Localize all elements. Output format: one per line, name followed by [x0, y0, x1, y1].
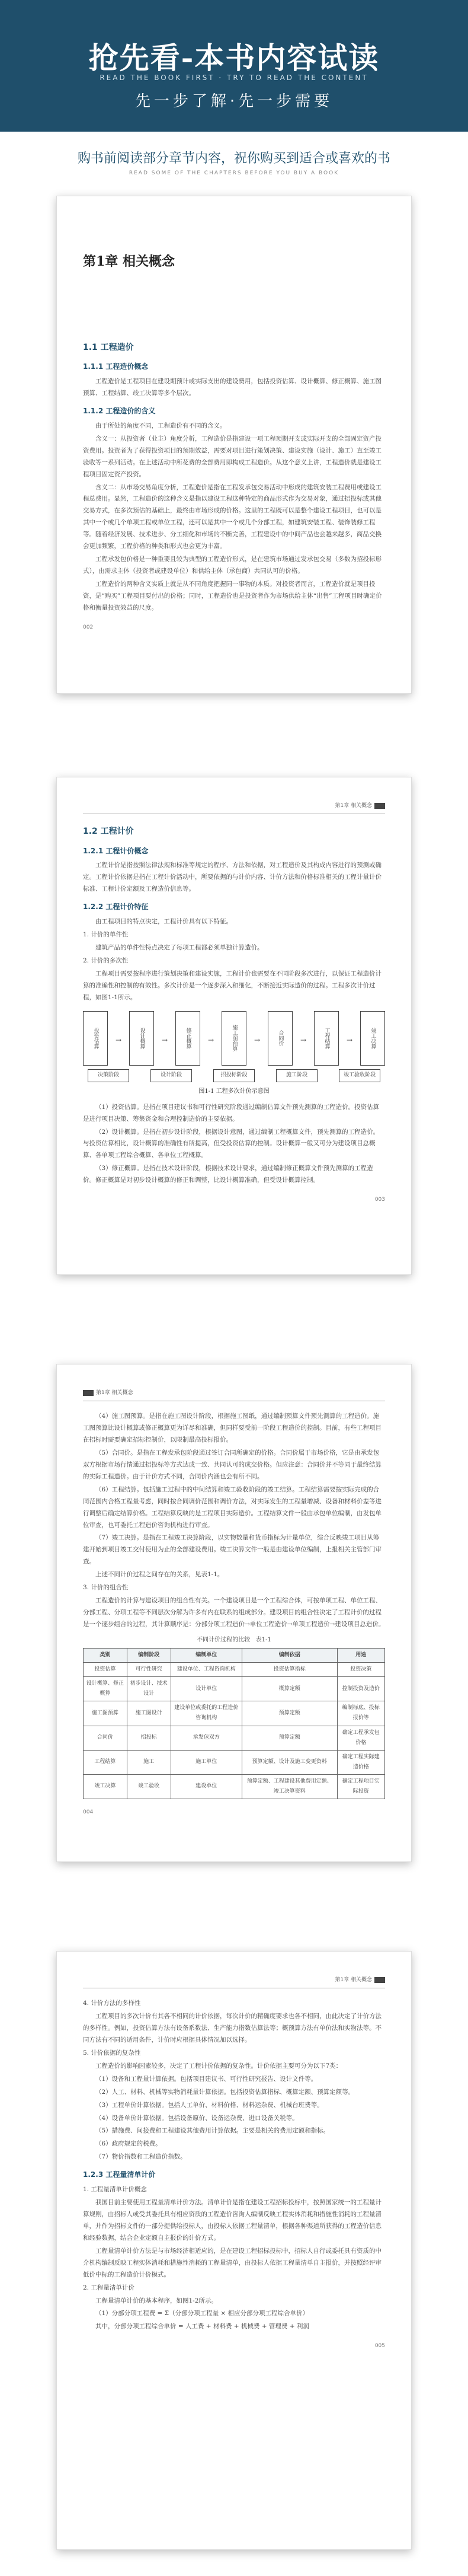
- arrow-right-icon: →: [115, 1035, 122, 1044]
- table-label: 表1-1: [255, 1636, 271, 1643]
- table-title-text: 不同计价过程的比较: [197, 1636, 251, 1643]
- table-cell: 工程结算: [84, 1750, 127, 1774]
- table-title: [83, 1634, 385, 1646]
- page-number: 003: [374, 1197, 385, 1203]
- book-page-4: [56, 1951, 412, 2550]
- table-cell: 施工图设计: [127, 1701, 171, 1726]
- running-header: [83, 1388, 385, 1401]
- comparison-table: [83, 1648, 385, 1799]
- arrow-right-icon: →: [300, 1035, 307, 1044]
- running-header-text: 第1章 相关概念: [96, 1390, 133, 1396]
- flow-stage: 招投标阶段: [213, 1069, 255, 1082]
- table-cell: 设计概算、修正概算: [84, 1677, 127, 1701]
- flow-step: 施工图预算: [222, 1011, 246, 1066]
- paragraph: 含义二：从市场交易角度分析，工程造价是指在工程发承包交易活动中形成的建筑安装工程费用或建设工程总费用。显然，工程造价的这种含义是指以建设工程这种特定的商品形式作为交易对象，通过招投标或其他交易方式，在多次预估的基础上，最终由市场形成的价格。这里的工程既可以是整个建设工程项目，也可以是其中一个或几个单项工程或单位工程，还可以是其中一个或几个分部工程，如建筑安装工程、装饰装修工程等。随着经济发展、技术进步、分工细化和市场的不断完善，工程建设中的中间产品也会越来越多，商品交换会更加频繁，工程价格的种类和形式也会更为丰富。: [83, 483, 382, 550]
- flow-step: 工程结算: [314, 1011, 339, 1066]
- table-header-cell: 类别: [84, 1648, 127, 1662]
- running-header-text: 第1章 相关概念: [335, 1977, 372, 1983]
- paragraph: 工程计价是指按照法律法规和标准等规定的程序、方法和依据，对工程造价及其构成内容进行的预测或确定。工程计价依据是指在工程计价活动中，所要依据的与计价内容、计价方法和价格标准相关的工程计量计价标准、工程计价定额及工程造价信息等。: [83, 862, 382, 893]
- paragraph: （6）工程结算。包括施工过程中的中间结算和竣工验收阶段的竣工结算。工程结算需要按实际完成的合同范围内合格工程量考虑，同时按合同调价范围和调价方法，对实际发生的工程量增减、设备和材料价差等进行调整后确定结算价格。工程结算反映的是工程项目实际造价。工程结算文件一般由承包单位编制，由发包单位审查，也可委托工程造价咨询机构进行审查。: [83, 1485, 382, 1529]
- table-cell: 竣工决算: [84, 1774, 127, 1799]
- top-banner: [0, 0, 468, 132]
- list-heading: 3. 计价的组合性: [83, 1584, 129, 1592]
- flow-stage: 决策阶段: [88, 1069, 129, 1082]
- list-item: （1）设备和工程量计算依据。包括项目建议书、可行性研究报告、设计文件等。: [95, 2075, 318, 2083]
- table-row: [84, 1750, 385, 1774]
- list-item: （4）设备单价计算依据。包括设备原价、设备运杂费、进口设备关税等。: [95, 2114, 299, 2122]
- table-row: [84, 1701, 385, 1726]
- flow-stage: 设计阶段: [150, 1069, 192, 1082]
- header-mark-icon: [83, 1390, 94, 1396]
- arrow-right-icon: →: [207, 1035, 214, 1044]
- header-mark-icon: [374, 803, 385, 809]
- table-cell: 可行性研究: [127, 1663, 171, 1677]
- header-mark-icon: [374, 1977, 385, 1983]
- subsection-heading: 1.1.2 工程造价的含义: [83, 407, 156, 416]
- table-cell: 预算定额: [242, 1726, 337, 1750]
- table-cell: 预算定额、工程建设其他费用定额、竣工决算资料: [242, 1774, 337, 1799]
- list-item: （2）人工、材料、机械等实物消耗量计算依据。包括投资估算指标、概算定额、预算定额等。: [95, 2088, 355, 2096]
- arrow-right-icon: →: [161, 1035, 168, 1044]
- paragraph: 工程承发包价格是一种重要且较为典型的工程造价形式，是在建筑市场通过发承包交易（多数为招投标形式），由需求主体（投资者或建设单位）和供给主体（承包商）共同认可的价格。: [83, 556, 382, 575]
- table-cell: 竣工验收: [127, 1774, 171, 1799]
- table-cell: 承发包双方: [171, 1726, 242, 1750]
- flow-step: 合同价: [268, 1011, 293, 1066]
- paragraph: （5）合同价。是指在工程发承包阶段通过签订合同所确定的价格。合同价属于市场价格，它是由承发包双方根据市场行情通过招投标等方式达成一致、共同认可的成交价格。但应注意：合同价并不等同于最终结算的实际工程造价。由于计价方式不同，合同价内涵也会有所不同。: [83, 1449, 382, 1480]
- figure-caption: 图1-1 工程多次计价示意图: [198, 1088, 270, 1095]
- paragraph: （3）修正概算。是指在技术设计阶段，根据技术设计要求，通过编制修正概算文件预先测算的工程造价。修正概算是对初步设计概算的修正和调整，比设计概算准确，但受设计概算控制。: [83, 1165, 373, 1184]
- table-row: [84, 1774, 385, 1799]
- table-cell: 投资决策: [337, 1663, 384, 1677]
- list-item: （6）政府规定的税费。: [95, 2140, 162, 2148]
- table-cell: 确定工程实际建造价格: [337, 1750, 384, 1774]
- paragraph: 建筑产品的单件性特点决定了每项工程都必须单独计算造价。: [95, 943, 264, 951]
- paragraph: 工程量清单计价的基本程序，如图1-2所示。: [95, 2297, 217, 2304]
- subsection-heading: 1.1.1 工程造价概念: [83, 362, 149, 371]
- paragraph: 工程造价的影响因素较多，决定了工程计价依据的复杂性。计价依据主要可分为以下7类：: [95, 2062, 342, 2070]
- table-row: [84, 1663, 385, 1677]
- paragraph: 工程造价的两种含义实质上就是从不同角度把握同一事物的本质。对投资者而言，工程造价就是项目投资，是“购买”工程项目要付出的价格；同时，工程造价也是投资者作为市场供给主体“出售”工程项目时确定价格和衡量投资效益的尺度。: [83, 581, 382, 611]
- flow-step: 设计概算: [129, 1011, 154, 1066]
- formula: （1）分部分项工程费 = Σ（分部分项工程量 × 相应分部分项工程综合单价）: [95, 2310, 309, 2317]
- paragraph: 工程项目需要按程序进行策划决策和建设实施，工程计价也需要在不同阶段多次进行，以保证工程造价计算的准确性和控制的有效性。多次计价是一个逐步深入和细化，不断接近实际造价的过程。工程多次计价过程，如图1-1所示。: [83, 970, 382, 1001]
- book-page-2: [56, 777, 412, 1275]
- running-header-text: 第1章 相关概念: [335, 803, 372, 809]
- table-cell: 预算定额、设计及施工变更资料: [242, 1750, 337, 1774]
- table-cell: 招投标: [127, 1726, 171, 1750]
- table-cell: 概算定额: [242, 1677, 337, 1701]
- table-cell: 初步设计、技术设计: [127, 1677, 171, 1701]
- paragraph: （7）竣工决算。是指在工程竣工决算阶段，以实物数量和货币指标为计量单位，综合反映竣工项目从筹建开始到项目竣工交付使用为止的全部建设费用。竣工决算文件一般是由建设单位编制，上报相关主管部门审查。: [83, 1534, 382, 1566]
- table-row: [84, 1726, 385, 1750]
- table-header-cell: 编制单位: [171, 1648, 242, 1662]
- book-page-3: [56, 1364, 412, 1862]
- table-header-cell: 编制依据: [242, 1648, 337, 1662]
- paragraph: 由工程项目的特点决定，工程计价具有以下特征。: [95, 918, 232, 926]
- list-item: （5）措施费、间接费和工程建设其他费用计算依据。主要是相关的费用定额和指标。: [95, 2127, 330, 2135]
- paragraph: （2）设计概算。是指在初步设计阶段，根据设计意图，通过编制工程概算文件，预先测算的工程造价。与投资估算相比，设计概算的准确性有所提高，但受投资估算的控制。设计概算一般又可分为建设项目总概算、各单项工程综合概算、各单位工程概算。: [83, 1128, 380, 1159]
- list-heading: 5. 计价依据的复杂性: [83, 2049, 141, 2057]
- table-cell: 施工单位: [171, 1750, 242, 1774]
- page-number: 005: [374, 2343, 385, 2349]
- section-heading: 1.1 工程造价: [83, 342, 134, 352]
- table-cell: 建设单位: [171, 1774, 242, 1799]
- arrow-right-icon: →: [254, 1035, 261, 1044]
- table-cell: 建设单位或委托的工程造价咨询机构: [171, 1701, 242, 1726]
- paragraph: 上述不同计价过程之间存在的关系，见表1-1。: [95, 1571, 224, 1579]
- banner-subtitle-en: READ THE BOOK FIRST · TRY TO READ THE CONTENT: [100, 74, 368, 82]
- table-cell: 合同价: [84, 1726, 127, 1750]
- paragraph: （4）施工图预算。是指在施工图设计阶段，根据施工图纸，通过编制预算文件预先测算的工程造价。施工图预算比设计概算或修正概算更为详尽和准确，但同样要受前一阶段工程造价的控制。目前，有些工程项目在招标时需要确定招标控制价，以限制最高投标报价。: [83, 1413, 382, 1443]
- table-row: [84, 1677, 385, 1701]
- list-heading: 2. 工程量清单计价: [83, 2284, 134, 2291]
- formula: 其中，分部分项工程综合单价 = 人工费 + 材料费 + 机械费 + 管理费 + 利润: [95, 2323, 309, 2330]
- paragraph: 含义一：从投资者（业主）角度分析，工程造价是指建设一项工程预期开支或实际开支的全部固定资产投资费用。投资者为了获得投资项目的预期效益，需要对项目进行策划决策、建设实施（设计、施工）直至竣工验收等一系列活动。在上述活动中所花费的全部费用即构成工程造价。从这个意义上讲，工程造价就是建设工程项目固定资产投资。: [83, 435, 382, 478]
- table-header-row: [84, 1648, 385, 1662]
- arrow-right-icon: →: [346, 1035, 353, 1044]
- sub-heading: [0, 148, 468, 176]
- flow-step: 竣工决算: [360, 1011, 385, 1066]
- sub-heading-en: READ SOME OF THE CHAPTERS BEFORE YOU BUY A BOOK: [129, 170, 339, 176]
- list-heading: 1. 工程量清单计价概念: [83, 2186, 147, 2194]
- table-cell: 确定工程承发包价格: [337, 1726, 384, 1750]
- subsection-heading: 1.2.3 工程量清单计价: [83, 2170, 156, 2179]
- table-header-cell: 编制阶段: [127, 1648, 171, 1662]
- table-header-cell: 用途: [337, 1648, 384, 1662]
- paragraph: 由于所处的角度不同，工程造价有不同的含义。: [95, 422, 226, 429]
- table-cell: 投资估算: [84, 1663, 127, 1677]
- flow-step: 修正概算: [175, 1011, 200, 1066]
- paragraph: 工程造价的计算与建设项目的组合性有关。一个建设项目是一个工程综合体，可按单项工程、单位工程、分部工程、分项工程等不同层次分解为许多有内在联系的组成部分。建设项目的组合性决定了工程计价的过程是一个逐步组合的过程，其计算顺序是：分部分项工程造价→单位工程造价→单项工程造价→建设项目总造价。: [83, 1597, 385, 1628]
- list-heading: 4. 计价方法的多样性: [83, 2000, 141, 2007]
- subsection-heading: 1.2.1 工程计价概念: [83, 846, 149, 855]
- table-cell: 编制标底、投标报价等: [337, 1701, 384, 1726]
- list-heading: 1. 计价的单件性: [83, 931, 129, 939]
- table-cell: 预算定额: [242, 1701, 337, 1726]
- running-header: [83, 801, 385, 814]
- section-heading: 1.2 工程计价: [83, 827, 134, 837]
- flow-diagram: [83, 1011, 385, 1066]
- page-number: 002: [83, 624, 94, 630]
- paragraph: 我国目前主要使用工程量清单计价方法。清单计价是指在建设工程招标投标中，按照国家统一的工程量计算规则，由招标人或受其委托具有相应资质的工程造价咨询人编制反映工程实体消耗和措施性消耗的工程量清单，并作为招标文件的一部分提供给投标人，由投标人依据工程量清单，根据各种渠道所获得的工程造价信息和经验数据，结合企业定额自主报价的计价方式。: [83, 2199, 382, 2242]
- page-number: 004: [83, 1809, 94, 1816]
- banner-title: 抢先看-本书内容试读: [88, 40, 380, 75]
- paragraph: （1）投资估算。是指在项目建议书和可行性研究阶段通过编制估算文件预先测算的工程造价。投资估算是进行项目决策、筹集资金和合理控制造价的主要依据。: [83, 1103, 380, 1123]
- book-page-1: [56, 196, 412, 694]
- table-cell: 设计单位: [171, 1677, 242, 1701]
- list-item: （3）工程单价计算依据。包括人工单价、材料价格、材料运杂费、机械台班费等。: [95, 2101, 323, 2109]
- flow-stage: 施工阶段: [276, 1069, 318, 1082]
- flow-stages: [88, 1069, 380, 1082]
- flow-stage: 竣工验收阶段: [339, 1069, 380, 1082]
- table-cell: 投资估算指标: [242, 1663, 337, 1677]
- flow-step: 投资估算: [83, 1011, 108, 1066]
- table-cell: 确定工程项目实际投资: [337, 1774, 384, 1799]
- paragraph: 工程项目的多次计价有其各不相同的计价依据，每次计价的精确度要求也各不相同，由此决定了计价方法的多样性。例如，投资估算方法有设备系数法、生产能力指数估算法等；概预算方法有单价法和实物法等。不同方法有不同的适用条件，计价时应根据具体情况加以选择。: [83, 2013, 382, 2043]
- banner-slogan: 先一步了解·先一步需要: [134, 93, 334, 110]
- chapter-title: 第1章 相关概念: [83, 254, 175, 269]
- subsection-heading: 1.2.2 工程计价特征: [83, 903, 149, 911]
- paragraph: 工程量清单计价方法是与市场经济相适应的，是在建设工程招标投标中，招标人自行或委托具有资质的中介机构编制反映工程实体消耗和措施性消耗的工程量清单，由投标人依据工程量清单自主报价，并按照经评审低价中标的工程造价计价模式。: [83, 2247, 382, 2278]
- table-cell: 施工图预算: [84, 1701, 127, 1726]
- sub-heading-main: 购书前阅读部分章节内容，祝你购买到适合或喜欢的书: [77, 151, 390, 166]
- running-header: [83, 1975, 385, 1988]
- list-heading: 2. 计价的多次性: [83, 957, 129, 964]
- paragraph: 工程造价是工程项目在建设期预计或实际支出的建设费用，包括投资估算、设计概算、修正概算、施工图预算、工程结算、竣工决算等多个层次。: [83, 378, 382, 397]
- table-cell: 建设单位、工程咨询机构: [171, 1663, 242, 1677]
- table-cell: 施工: [127, 1750, 171, 1774]
- table-cell: 控制投资及造价: [337, 1677, 384, 1701]
- list-item: （7）物价指数和工程造价指数。: [95, 2153, 187, 2161]
